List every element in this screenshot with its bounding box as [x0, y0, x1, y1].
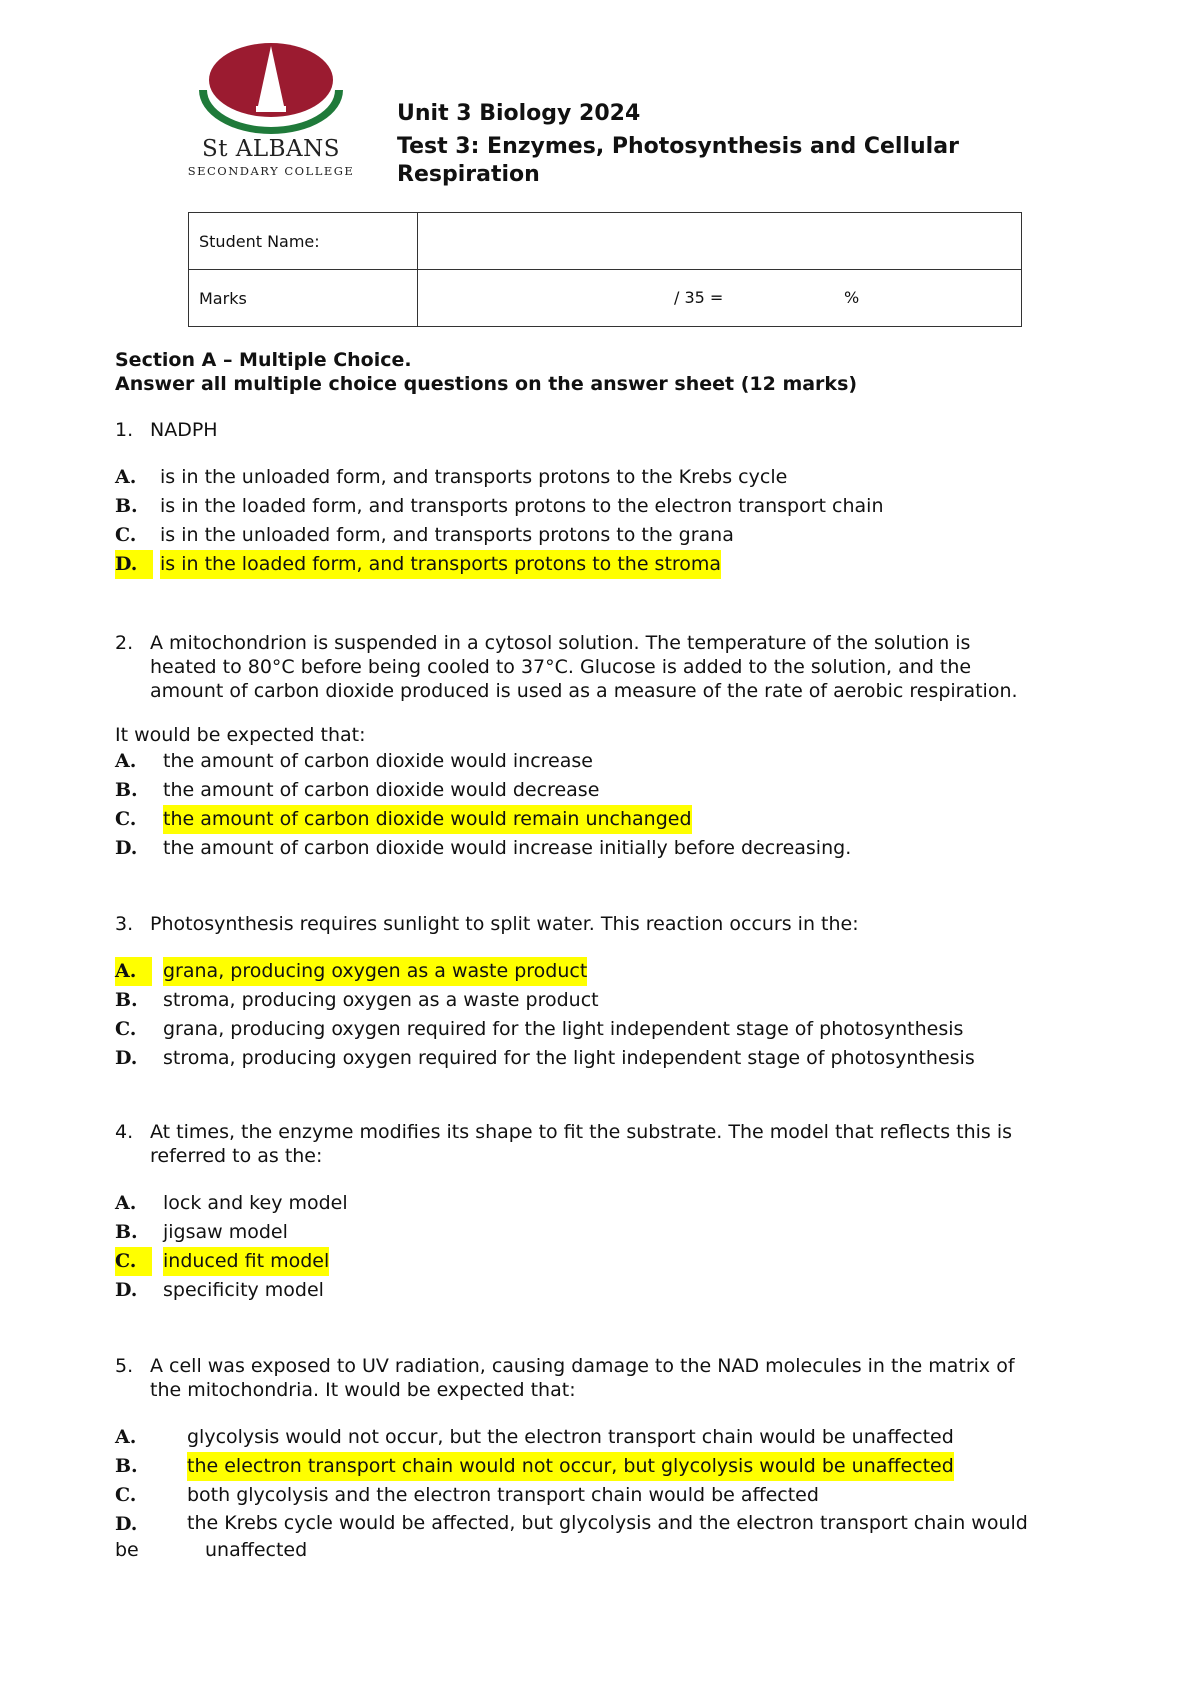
question-text-line-1: At times, the enzyme modifies its shape to fit the substrate. The model that reflects this is: [150, 1121, 1013, 1143]
question-3: [115, 912, 1105, 1073]
option-text: is in the unloaded form, and transports protons to the Krebs cycle: [160, 466, 788, 488]
option-text: glycolysis would not occur, but the electron transport chain would be unaffected: [187, 1426, 954, 1448]
option-text: lock and key model: [163, 1192, 348, 1214]
option-d[interactable]: [115, 1276, 1105, 1305]
question-text-line-2: heated to 80°C before being cooled to 37°C. Glucose is added to the solution, and the: [150, 656, 972, 678]
option-text: is in the unloaded form, and transports protons to the grana: [160, 524, 734, 546]
option-b[interactable]: [115, 1452, 1105, 1481]
question-number: 3.: [115, 913, 134, 935]
option-letter: A.: [115, 957, 152, 986]
question-text: Photosynthesis requires sunlight to split water. This reaction occurs in the:: [150, 913, 859, 935]
option-c[interactable]: [115, 1481, 1105, 1510]
option-d[interactable]: [115, 1510, 1105, 1564]
title-line-2: Test 3: Enzymes, Photosynthesis and Cellular: [397, 134, 959, 159]
question-text-line-1: A cell was exposed to UV radiation, causing damage to the NAD molecules in the matrix of: [150, 1355, 1015, 1377]
option-letter: C.: [115, 1484, 137, 1506]
question-number: 5.: [115, 1355, 134, 1377]
student-info-table: [188, 212, 1022, 327]
crest-icon: [176, 40, 366, 136]
test-title: [397, 100, 1097, 189]
section-instruction: Answer all multiple choice questions on the answer sheet (12 marks): [115, 373, 858, 395]
question-intro: It would be expected that:: [115, 724, 366, 746]
question-stem: [115, 1354, 1105, 1402]
option-text: stroma, producing oxygen as a waste product: [163, 989, 599, 1011]
title-line-1: Unit 3 Biology 2024: [397, 101, 641, 126]
marks-total: / 35 =: [674, 288, 724, 307]
question-1: [115, 418, 1105, 579]
option-text: specificity model: [163, 1279, 324, 1301]
option-letter: D.: [115, 550, 153, 579]
school-name: St ALBANS: [201, 136, 341, 162]
option-text: is in the loaded form, and transports protons to the stroma: [160, 550, 721, 579]
option-letter: B.: [115, 1221, 138, 1243]
option-letter: B.: [115, 779, 138, 801]
option-a[interactable]: [115, 747, 1105, 776]
student-name-label: Student Name:: [189, 213, 418, 270]
option-c[interactable]: [115, 1015, 1105, 1044]
option-text: is in the loaded form, and transports protons to the electron transport chain: [160, 495, 884, 517]
option-letter: B.: [115, 1455, 138, 1477]
option-letter: B.: [115, 989, 138, 1011]
option-letter: D.: [115, 837, 138, 859]
question-stem: [115, 912, 1105, 936]
question-4: [115, 1120, 1105, 1305]
option-d[interactable]: [115, 1044, 1105, 1073]
school-logo: [176, 40, 366, 180]
option-text: grana, producing oxygen required for the light independent stage of photosynthesis: [163, 1018, 964, 1040]
question-text-line-1: A mitochondrion is suspended in a cytosol solution. The temperature of the solution is: [150, 632, 971, 654]
option-a[interactable]: [115, 463, 1105, 492]
option-d[interactable]: [115, 550, 1105, 579]
option-letter: C.: [115, 1018, 137, 1040]
question-number: 2.: [115, 632, 134, 654]
option-letter: D.: [115, 1047, 138, 1069]
marks-row: [189, 270, 1022, 327]
marks-label: Marks: [189, 270, 418, 327]
question-2: [115, 631, 1105, 863]
question-stem: [115, 418, 1105, 442]
option-d[interactable]: [115, 834, 1105, 863]
option-text: the amount of carbon dioxide would decrease: [163, 779, 600, 801]
option-wrap-text: unaffected: [205, 1539, 308, 1561]
option-b[interactable]: [115, 986, 1105, 1015]
option-text: the amount of carbon dioxide would increase initially before decreasing.: [163, 837, 852, 859]
option-text: jigsaw model: [163, 1221, 288, 1243]
option-letter: A.: [115, 1426, 137, 1448]
option-letter: C.: [115, 524, 137, 546]
option-a[interactable]: [115, 1423, 1105, 1452]
option-letter: A.: [115, 466, 137, 488]
option-c[interactable]: [115, 521, 1105, 550]
question-text-line-2: referred to as the:: [150, 1145, 323, 1167]
option-a[interactable]: [115, 957, 1105, 986]
option-c[interactable]: [115, 805, 1105, 834]
option-text: stroma, producing oxygen required for the light independent stage of photosynthesis: [163, 1047, 975, 1069]
option-letter: D.: [115, 1279, 138, 1301]
option-b[interactable]: [115, 776, 1105, 805]
school-subtitle: SECONDARY COLLEGE: [187, 164, 355, 178]
marks-field[interactable]: [418, 270, 1022, 327]
option-letter: C.: [115, 808, 137, 830]
question-text-line-3: amount of carbon dioxide produced is used as a measure of the rate of aerobic respiration.: [150, 680, 1018, 702]
option-letter: C.: [115, 1247, 152, 1276]
question-text: NADPH: [150, 419, 218, 441]
option-letter: B.: [115, 495, 138, 517]
option-a[interactable]: [115, 1189, 1105, 1218]
question-number: 1.: [115, 419, 134, 441]
option-text: grana, producing oxygen as a waste product: [163, 957, 587, 986]
option-text: both glycolysis and the electron transport chain would be affected: [187, 1484, 819, 1506]
student-name-field[interactable]: [418, 213, 1022, 270]
option-text: the amount of carbon dioxide would remain unchanged: [163, 805, 692, 834]
option-letter: A.: [115, 750, 137, 772]
option-c[interactable]: [115, 1247, 1105, 1276]
question-text-line-2: the mitochondria. It would be expected that:: [150, 1379, 576, 1401]
option-letter: D.: [115, 1513, 138, 1535]
question-5: [115, 1354, 1105, 1564]
section-title: Section A – Multiple Choice.: [115, 349, 412, 371]
marks-percent: %: [844, 288, 860, 307]
question-content: [115, 348, 1105, 1564]
question-stem: [115, 631, 1105, 703]
option-text: induced fit model: [163, 1247, 329, 1276]
student-name-row: [189, 213, 1022, 270]
question-number: 4.: [115, 1121, 134, 1143]
option-wrap-prefix: be: [115, 1539, 139, 1561]
option-text: the electron transport chain would not occur, but glycolysis would be unaffected: [187, 1452, 954, 1481]
option-b[interactable]: [115, 1218, 1105, 1247]
option-b[interactable]: [115, 492, 1105, 521]
title-line-3: Respiration: [397, 162, 540, 187]
question-stem: [115, 1120, 1105, 1168]
option-text: the Krebs cycle would be affected, but glycolysis and the electron transport chain would: [187, 1512, 1028, 1534]
option-letter: A.: [115, 1192, 137, 1214]
option-text: the amount of carbon dioxide would increase: [163, 750, 593, 772]
